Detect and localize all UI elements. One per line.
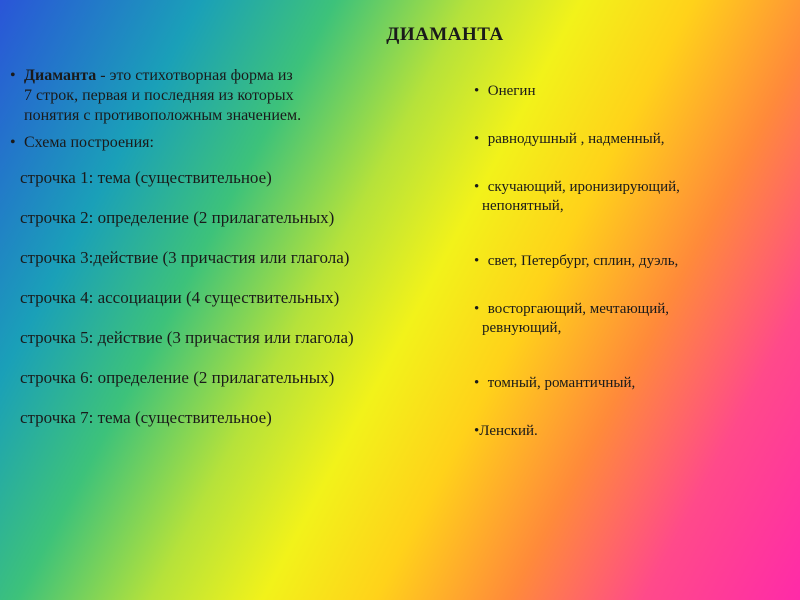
bullet-icon: • (474, 253, 480, 269)
bullet-icon: • (474, 131, 480, 147)
slide-title: ДИАМАНТА (386, 24, 504, 45)
bullet-icon: • (10, 67, 16, 84)
example-line-6 (474, 374, 794, 422)
schema-label-text: Схема построения: (24, 134, 154, 151)
schema-line-4: строчка 4: ассоциации (4 существительных) (20, 288, 340, 307)
example-text: скучающий, иронизирующий, (487, 179, 680, 195)
example-line-7 (474, 422, 794, 446)
example-line-1 (474, 82, 794, 130)
schema-line-3: строчка 3:действие (3 причастия или глагола) (20, 248, 350, 267)
schema-label (10, 134, 460, 152)
example-text: равнодушный , надменный, (487, 131, 665, 147)
bullet-icon: • (474, 83, 480, 99)
example-text: свет, Петербург, сплин, дуэль, (487, 253, 679, 269)
bullet-icon: • (474, 423, 480, 439)
example-text-continued: непонятный, (482, 198, 564, 214)
example-text: Ленский. (479, 423, 538, 439)
schema-lines (20, 168, 460, 448)
example-text: томный, романтичный, (487, 375, 636, 391)
schema-line-6: строчка 6: определение (2 прилагательных) (20, 368, 335, 387)
bullet-icon: • (474, 375, 480, 391)
intro-text-line-2: 7 строк, первая и последняя из которых (24, 87, 294, 104)
bullet-icon: • (10, 134, 16, 151)
example-text: восторгающий, мечтающий, (487, 301, 670, 317)
example-line-5 (474, 300, 794, 374)
example-text: Онегин (487, 83, 536, 99)
example-line-3 (474, 178, 794, 252)
example-column (474, 82, 794, 446)
example-line-4 (474, 252, 794, 300)
intro-text-line-3: понятия с противоположным значением. (24, 107, 302, 124)
schema-line-5: строчка 5: действие (3 причастия или глагола) (20, 328, 354, 347)
example-line-2 (474, 130, 794, 178)
intro-paragraph (10, 66, 460, 126)
schema-line-1: строчка 1: тема (существительное) (20, 168, 272, 187)
bullet-icon: • (474, 301, 480, 317)
intro-text-line-1: - это стихотворная форма из (96, 67, 293, 84)
schema-line-7: строчка 7: тема (существительное) (20, 408, 272, 427)
definition-column (10, 66, 460, 448)
schema-line-2: строчка 2: определение (2 прилагательных) (20, 208, 335, 227)
bullet-icon: • (474, 179, 480, 195)
intro-term: Диаманта (24, 67, 97, 84)
example-text-continued: ревнующий, (482, 320, 562, 336)
